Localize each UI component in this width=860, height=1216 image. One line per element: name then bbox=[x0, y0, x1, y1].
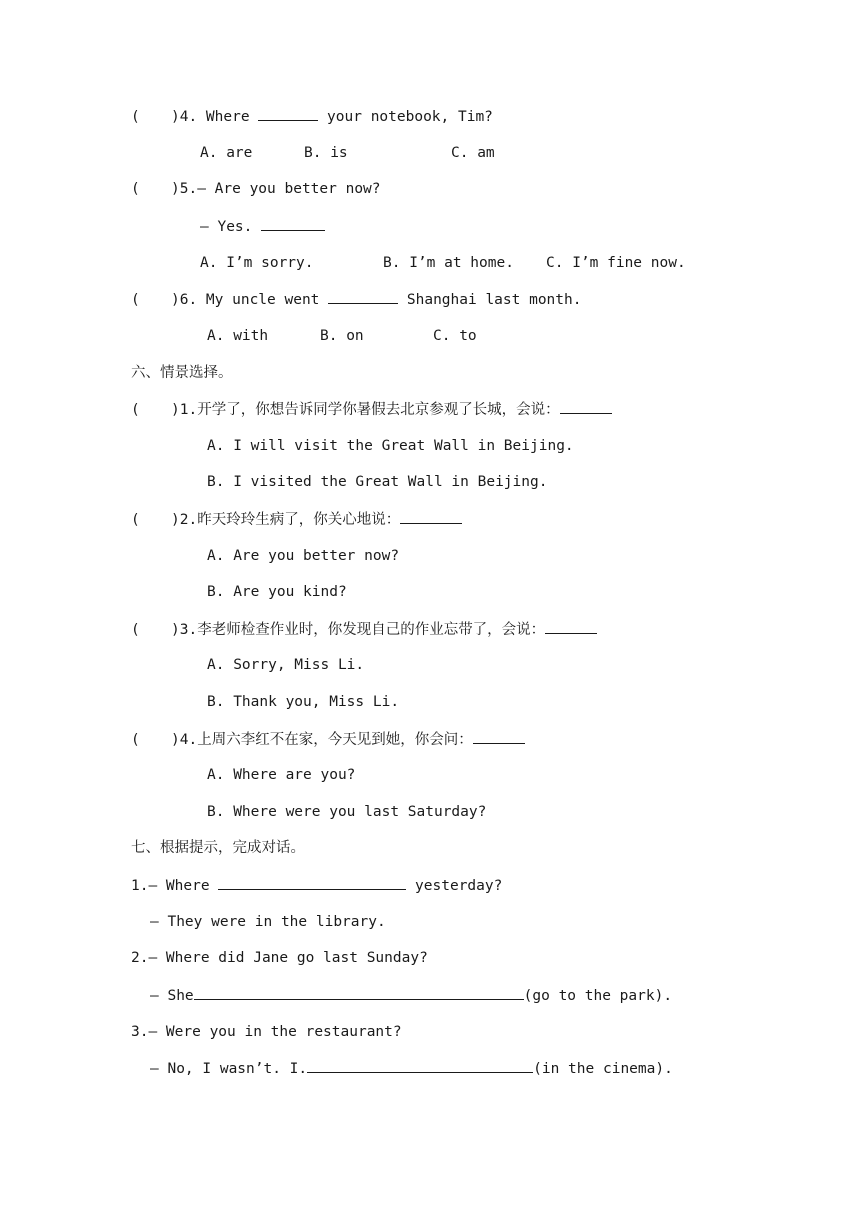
dialogue-text: — She bbox=[150, 988, 194, 1004]
dialogue-3-question: 3.— Were you in the restaurant? bbox=[131, 1024, 402, 1040]
option-a: A. I will visit the Great Wall in Beijing. bbox=[207, 438, 574, 454]
question-5-4 bbox=[131, 106, 493, 127]
option-b: B. Where were you last Saturday? bbox=[207, 804, 487, 820]
dialogue-1-question bbox=[131, 875, 502, 896]
option-b: B. on bbox=[320, 328, 364, 344]
option-b: B. is bbox=[304, 145, 348, 161]
answer-paren: ( bbox=[131, 622, 140, 638]
answer-blank[interactable] bbox=[307, 1058, 533, 1073]
option-a: A. are bbox=[200, 145, 253, 161]
reply-line bbox=[200, 216, 325, 237]
option-a: A. I’m sorry. bbox=[200, 255, 314, 271]
answer-blank[interactable] bbox=[218, 875, 406, 890]
dialogue-text: 1.— Where bbox=[131, 878, 210, 894]
answer-blank[interactable] bbox=[261, 216, 325, 231]
dialogue-2-answer bbox=[150, 985, 672, 1006]
option-b: B. Are you kind? bbox=[207, 584, 347, 600]
dialogue-1-answer: — They were in the library. bbox=[150, 914, 386, 930]
question-text: )2.昨天玲玲生病了，你关心地说： bbox=[171, 512, 401, 528]
question-text: )3.李老师检查作业时，你发现自己的作业忘带了，会说： bbox=[171, 622, 546, 638]
question-text: )4.上周六李红不在家，今天见到她，你会问： bbox=[171, 732, 473, 748]
answer-paren: ( bbox=[131, 109, 140, 125]
option-b: B. I visited the Great Wall in Beijing. bbox=[207, 474, 548, 490]
reply-text: — Yes. bbox=[200, 219, 253, 235]
answer-paren: ( bbox=[131, 402, 140, 418]
answer-paren: ( bbox=[131, 512, 140, 528]
question-text-after: your notebook, Tim? bbox=[327, 109, 493, 125]
answer-blank[interactable] bbox=[545, 619, 597, 634]
question-5-5 bbox=[131, 179, 381, 199]
answer-blank[interactable] bbox=[473, 729, 525, 744]
dialogue-hint: (in the cinema). bbox=[533, 1061, 673, 1077]
question-text: )4. Where bbox=[171, 109, 250, 125]
question-text: )1.开学了，你想告诉同学你暑假去北京参观了长城，会说： bbox=[171, 402, 560, 418]
option-a: A. Where are you? bbox=[207, 767, 356, 783]
answer-paren: ( bbox=[131, 732, 140, 748]
option-c: C. I’m fine now. bbox=[546, 255, 686, 271]
answer-paren: ( bbox=[131, 181, 140, 197]
question-6-2 bbox=[131, 509, 462, 530]
question-text: )6. My uncle went bbox=[171, 292, 320, 308]
dialogue-text-after: yesterday? bbox=[415, 878, 503, 894]
answer-blank[interactable] bbox=[258, 106, 318, 121]
option-c: C. to bbox=[433, 328, 477, 344]
answer-paren: ( bbox=[131, 292, 140, 308]
dialogue-3-answer bbox=[150, 1058, 673, 1079]
question-text: )5.— Are you better now? bbox=[171, 181, 381, 197]
question-text-after: Shanghai last month. bbox=[406, 292, 582, 308]
option-a: A. with bbox=[207, 328, 269, 344]
dialogue-hint: (go to the park). bbox=[523, 988, 673, 1004]
question-6-1 bbox=[131, 399, 612, 420]
answer-blank[interactable] bbox=[194, 985, 524, 1000]
section-6-heading: 六、情景选择。 bbox=[131, 365, 233, 381]
answer-blank[interactable] bbox=[400, 509, 462, 524]
section-7-heading: 七、根据提示，完成对话。 bbox=[131, 840, 305, 856]
dialogue-2-question: 2.— Where did Jane go last Sunday? bbox=[131, 950, 428, 966]
question-6-4 bbox=[131, 729, 525, 750]
option-b: B. I’m at home. bbox=[383, 255, 514, 271]
answer-blank[interactable] bbox=[328, 289, 398, 304]
option-b: B. Thank you, Miss Li. bbox=[207, 694, 400, 710]
option-a: A. Sorry, Miss Li. bbox=[207, 657, 365, 673]
answer-blank[interactable] bbox=[560, 399, 612, 414]
dialogue-text: — No, I wasn’t. I. bbox=[150, 1061, 308, 1077]
question-6-3 bbox=[131, 619, 597, 640]
option-c: C. am bbox=[451, 145, 495, 161]
question-5-6 bbox=[131, 289, 581, 310]
option-a: A. Are you better now? bbox=[207, 548, 400, 564]
